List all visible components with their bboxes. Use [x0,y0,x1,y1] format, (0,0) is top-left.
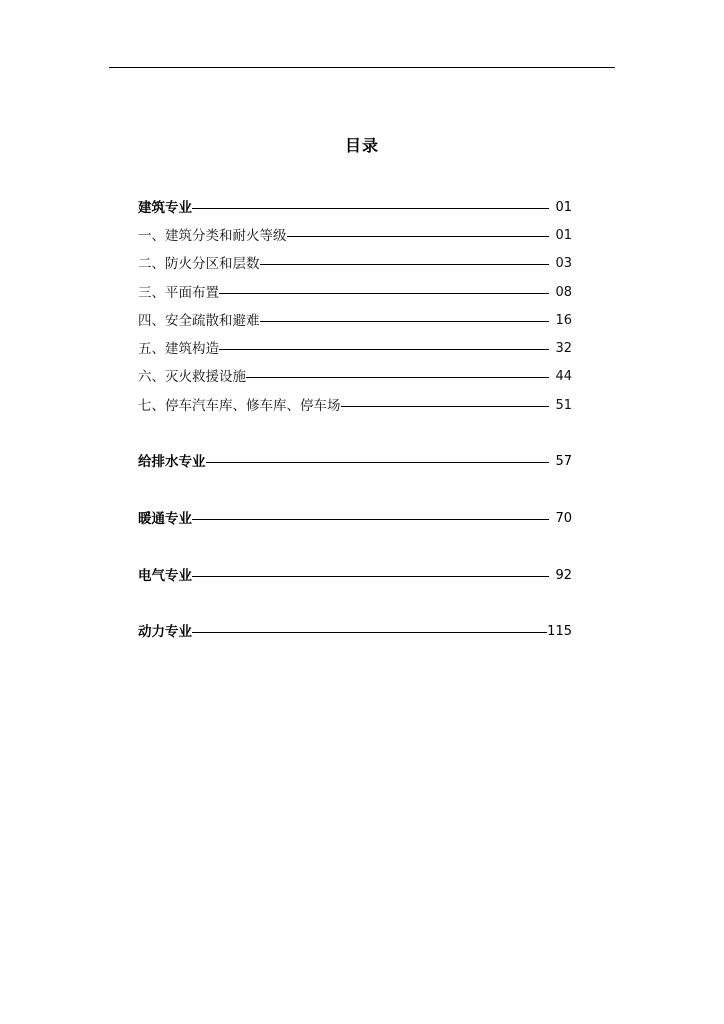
toc-item[interactable] [138,396,572,416]
toc-page-number: 115 [547,624,572,639]
toc-section-label: 给排水专业 [138,454,206,470]
toc-page-number: 44 [555,369,572,384]
toc-page-number: 57 [555,454,572,469]
toc-leader-line [341,406,550,407]
toc-item[interactable] [138,339,572,359]
toc-leader-line [260,264,550,265]
toc-leader-line [287,236,550,237]
toc-item-label: 三、平面布置 [138,285,219,301]
toc-section-plumbing[interactable] [138,452,572,472]
toc-section-power[interactable] [138,622,572,642]
toc-item[interactable] [138,226,572,246]
toc-leader-line [219,349,549,350]
toc-section-architecture[interactable] [138,198,572,218]
toc-item-label: 四、安全疏散和避难 [138,313,260,329]
toc-leader-line [206,462,550,463]
toc-item-label: 一、建筑分类和耐火等级 [138,228,287,244]
toc-page-number: 01 [555,200,572,215]
toc-item[interactable] [138,311,572,331]
toc-section-label: 动力专业 [138,624,192,640]
toc-section-label: 建筑专业 [138,200,192,216]
toc-section-label: 暖通专业 [138,511,192,527]
toc-item-label: 七、停车汽车库、修车库、停车场 [138,398,341,414]
toc-item-label: 六、灭火救援设施 [138,369,246,385]
toc-section-hvac[interactable] [138,509,572,529]
toc-item-label: 五、建筑构造 [138,341,219,357]
toc-item[interactable] [138,367,572,387]
toc-leader-line [219,293,549,294]
toc-section-electrical[interactable] [138,566,572,586]
toc-leader-line [192,576,549,577]
toc-page-number: 92 [555,568,572,583]
toc-page-number: 51 [555,398,572,413]
toc-leader-line [192,208,549,209]
toc-leader-line [192,632,547,633]
header-rule [109,67,615,68]
toc-page-number: 32 [555,341,572,356]
toc-leader-line [260,321,550,322]
toc-section-label: 电气专业 [138,568,192,584]
toc-leader-line [246,377,549,378]
page-title: 目录 [344,136,379,155]
toc-page-number: 01 [555,228,572,243]
toc-item-label: 二、防火分区和层数 [138,256,260,272]
toc-page-number: 16 [555,313,572,328]
toc-page-number: 70 [555,511,572,526]
toc-leader-line [192,519,549,520]
toc-page-number: 08 [555,285,572,300]
toc-page-number: 03 [555,256,572,271]
toc-item[interactable] [138,283,572,303]
toc-item[interactable] [138,254,572,274]
